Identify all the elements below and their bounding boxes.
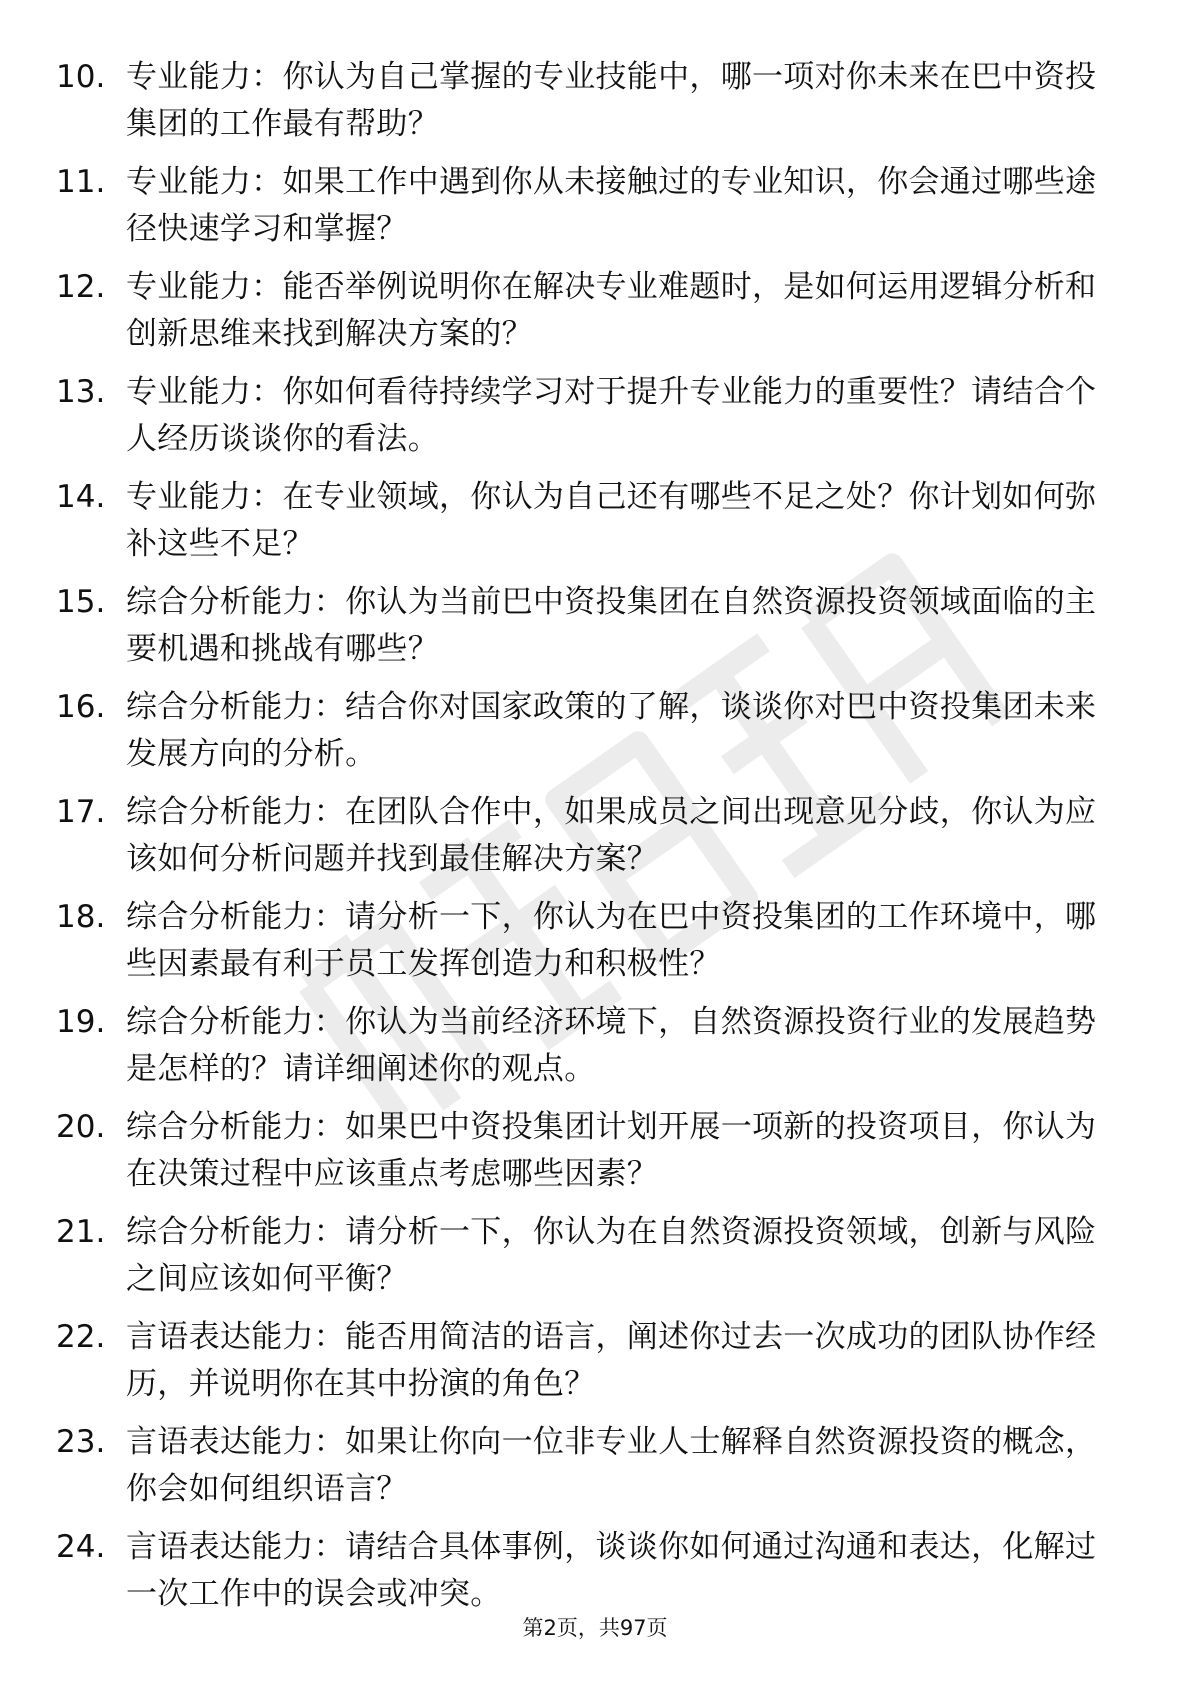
question-text: 专业能力：能否举例说明你在解决专业难题时，是如何运用逻辑分析和创新思维来找到解决方案的？ xyxy=(126,269,1097,352)
list-item xyxy=(56,54,1116,159)
list-item xyxy=(56,789,1116,894)
question-number: 14. xyxy=(56,479,106,515)
page-footer xyxy=(0,1612,1190,1642)
question-text: 专业能力：如果工作中遇到你从未接触过的专业知识，你会通过哪些途径快速学习和掌握？ xyxy=(126,164,1097,247)
question-number: 11. xyxy=(56,164,106,200)
question-text: 专业能力：你认为自己掌握的专业技能中，哪一项对你未来在巴中资投集团的工作最有帮助？ xyxy=(126,59,1097,142)
question-number: 13. xyxy=(56,374,106,410)
question-text: 专业能力：你如何看待持续学习对于提升专业能力的重要性？请结合个人经历谈谈你的看法。 xyxy=(126,374,1097,457)
question-number: 23. xyxy=(56,1424,106,1460)
list-item xyxy=(56,264,1116,369)
question-number: 16. xyxy=(56,689,106,725)
list-item xyxy=(56,684,1116,789)
question-text: 综合分析能力：请分析一下，你认为在自然资源投资领域，创新与风险之间应该如何平衡？ xyxy=(126,1214,1097,1297)
question-text: 综合分析能力：你认为当前经济环境下，自然资源投资行业的发展趋势是怎样的？请详细阐述你的观点。 xyxy=(126,1004,1097,1087)
list-item xyxy=(56,894,1116,999)
question-number: 10. xyxy=(56,59,106,95)
question-number: 20. xyxy=(56,1109,106,1145)
list-item xyxy=(56,1419,1116,1524)
list-item xyxy=(56,1209,1116,1314)
question-text: 言语表达能力：能否用简洁的语言，阐述你过去一次成功的团队协作经历，并说明你在其中扮演的角色？ xyxy=(126,1319,1097,1402)
page-number-label: 第2页，共97页 xyxy=(522,1616,668,1640)
list-item xyxy=(56,579,1116,684)
question-number: 21. xyxy=(56,1214,106,1250)
question-text: 言语表达能力：如果让你向一位非专业人士解释自然资源投资的概念，你会如何组织语言？ xyxy=(126,1424,1097,1507)
question-number: 17. xyxy=(56,794,106,830)
list-item xyxy=(56,1314,1116,1419)
list-item xyxy=(56,159,1116,264)
question-text: 综合分析能力：结合你对国家政策的了解，谈谈你对巴中资投集团未来发展方向的分析。 xyxy=(126,689,1097,772)
question-number: 19. xyxy=(56,1004,106,1040)
question-number: 22. xyxy=(56,1319,106,1355)
question-list xyxy=(56,54,1116,1629)
list-item xyxy=(56,999,1116,1104)
question-number: 18. xyxy=(56,899,106,935)
question-number: 12. xyxy=(56,269,106,305)
question-number: 24. xyxy=(56,1529,106,1565)
question-text: 言语表达能力：请结合具体事例，谈谈你如何通过沟通和表达，化解过一次工作中的误会或冲突。 xyxy=(126,1529,1097,1612)
question-text: 综合分析能力：请分析一下，你认为在巴中资投集团的工作环境中，哪些因素最有利于员工发挥创造力和积极性？ xyxy=(126,899,1097,982)
list-item xyxy=(56,474,1116,579)
question-number: 15. xyxy=(56,584,106,620)
list-item xyxy=(56,369,1116,474)
question-text: 综合分析能力：在团队合作中，如果成员之间出现意见分歧，你认为应该如何分析问题并找到最佳解决方案？ xyxy=(126,794,1097,877)
question-text: 专业能力：在专业领域，你认为自己还有哪些不足之处？你计划如何弥补这些不足？ xyxy=(126,479,1097,562)
question-text: 综合分析能力：如果巴中资投集团计划开展一项新的投资项目，你认为在决策过程中应该重点考虑哪些因素？ xyxy=(126,1109,1097,1192)
list-item xyxy=(56,1104,1116,1209)
question-text: 综合分析能力：你认为当前巴中资投集团在自然资源投资领域面临的主要机遇和挑战有哪些？ xyxy=(126,584,1097,667)
